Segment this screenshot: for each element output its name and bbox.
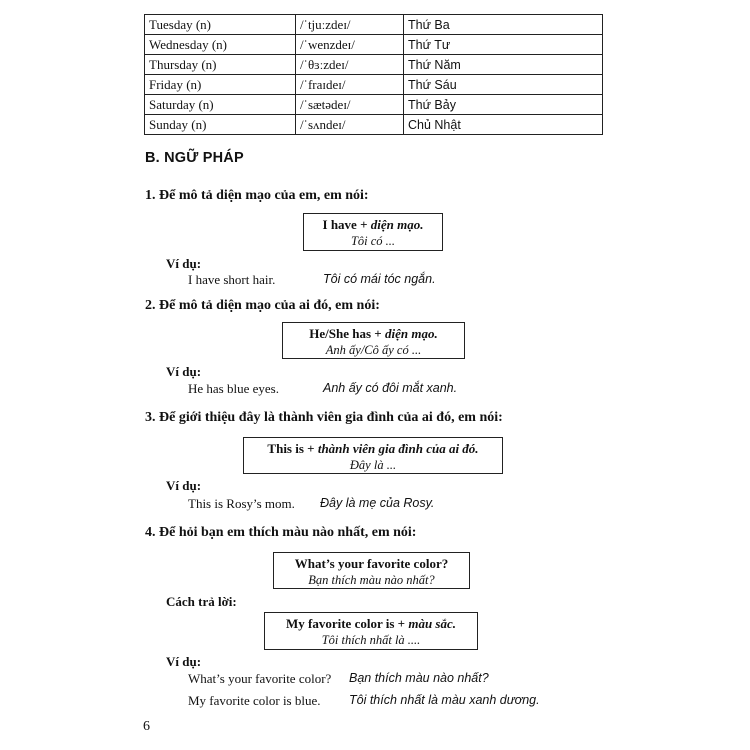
example-english: I have short hair. bbox=[188, 272, 276, 287]
question-vietnamese: Bạn thích màu nào nhất? bbox=[308, 573, 435, 587]
formula-box-2 bbox=[282, 322, 465, 359]
table-row bbox=[145, 75, 603, 95]
vocab-ipa: /ˈsætədeɪ/ bbox=[296, 95, 404, 115]
grammar-heading-1: 1. Để mô tả diện mạo của em, em nói: bbox=[145, 188, 369, 203]
grammar-heading-4: 4. Để hỏi bạn em thích màu nào nhất, em nói: bbox=[145, 525, 417, 540]
vocab-ipa: /ˈtjuːzdeɪ/ bbox=[296, 15, 404, 35]
example-label: Ví dụ: bbox=[166, 478, 202, 493]
vocab-word: Sunday (n) bbox=[145, 115, 296, 135]
question-box bbox=[273, 552, 470, 589]
vocab-ipa: /ˈsʌndeɪ/ bbox=[296, 115, 404, 135]
table-row bbox=[145, 95, 603, 115]
formula-vietnamese: Tôi có ... bbox=[350, 234, 396, 248]
table-row bbox=[145, 35, 603, 55]
vocabulary-table bbox=[144, 14, 603, 135]
page-number: 6 bbox=[143, 719, 150, 734]
example-label: Ví dụ: bbox=[166, 364, 202, 379]
vocab-meaning: Chủ Nhật bbox=[404, 115, 603, 135]
formula-english: He/She has + diện mạo. bbox=[309, 326, 438, 341]
formula-box-3 bbox=[243, 437, 503, 474]
formula-english: This is + thành viên gia đình của ai đó. bbox=[267, 441, 479, 456]
vocab-word: Friday (n) bbox=[145, 75, 296, 95]
vocab-meaning: Thứ Bảy bbox=[404, 95, 603, 115]
grammar-heading-3: 3. Để giới thiệu đây là thành viên gia đình của ai đó, em nói: bbox=[145, 410, 503, 425]
formula-vietnamese: Đây là ... bbox=[349, 458, 397, 472]
vocab-meaning: Thứ Ba bbox=[404, 15, 603, 35]
example-vietnamese: Anh ấy có đôi mắt xanh. bbox=[323, 381, 458, 395]
answer-label: Cách trả lời: bbox=[166, 594, 237, 609]
vocab-ipa: /ˈfraɪdeɪ/ bbox=[296, 75, 404, 95]
formula-box-1 bbox=[303, 213, 443, 251]
example-label: Ví dụ: bbox=[166, 654, 202, 669]
question-english: What’s your favorite color? bbox=[294, 556, 449, 571]
vocab-word: Thursday (n) bbox=[145, 55, 296, 75]
vocab-word: Wednesday (n) bbox=[145, 35, 296, 55]
vocab-word: Saturday (n) bbox=[145, 95, 296, 115]
answer-vietnamese: Tôi thích nhất là .... bbox=[321, 633, 421, 647]
vocab-meaning: Thứ Tư bbox=[404, 35, 603, 55]
answer-english: My favorite color is + màu sắc. bbox=[286, 616, 456, 631]
answer-box bbox=[264, 612, 478, 650]
example-english: He has blue eyes. bbox=[188, 381, 279, 396]
vocab-meaning: Thứ Năm bbox=[404, 55, 603, 75]
example-vietnamese: Tôi có mái tóc ngắn. bbox=[323, 272, 436, 286]
formula-vietnamese: Anh ấy/Cô ấy có ... bbox=[325, 343, 422, 357]
example-english: My favorite color is blue. bbox=[188, 693, 321, 708]
table-row bbox=[145, 115, 603, 135]
example-english: What’s your favorite color? bbox=[188, 671, 332, 686]
section-title: B. NGỮ PHÁP bbox=[145, 150, 244, 166]
vocab-word: Tuesday (n) bbox=[145, 15, 296, 35]
example-vietnamese: Đây là mẹ của Rosy. bbox=[320, 496, 435, 510]
example-vietnamese: Tôi thích nhất là màu xanh dương. bbox=[349, 693, 540, 707]
vocab-meaning: Thứ Sáu bbox=[404, 75, 603, 95]
grammar-heading-2: 2. Để mô tả diện mạo của ai đó, em nói: bbox=[145, 298, 380, 313]
table-row bbox=[145, 55, 603, 75]
example-english: This is Rosy’s mom. bbox=[188, 496, 295, 511]
table-row bbox=[145, 15, 603, 35]
vocab-ipa: /ˈwenzdeɪ/ bbox=[296, 35, 404, 55]
example-label: Ví dụ: bbox=[166, 256, 202, 271]
formula-english: I have + diện mạo. bbox=[322, 217, 424, 232]
example-vietnamese: Bạn thích màu nào nhất? bbox=[349, 671, 489, 685]
vocab-ipa: /ˈθɜːzdeɪ/ bbox=[296, 55, 404, 75]
